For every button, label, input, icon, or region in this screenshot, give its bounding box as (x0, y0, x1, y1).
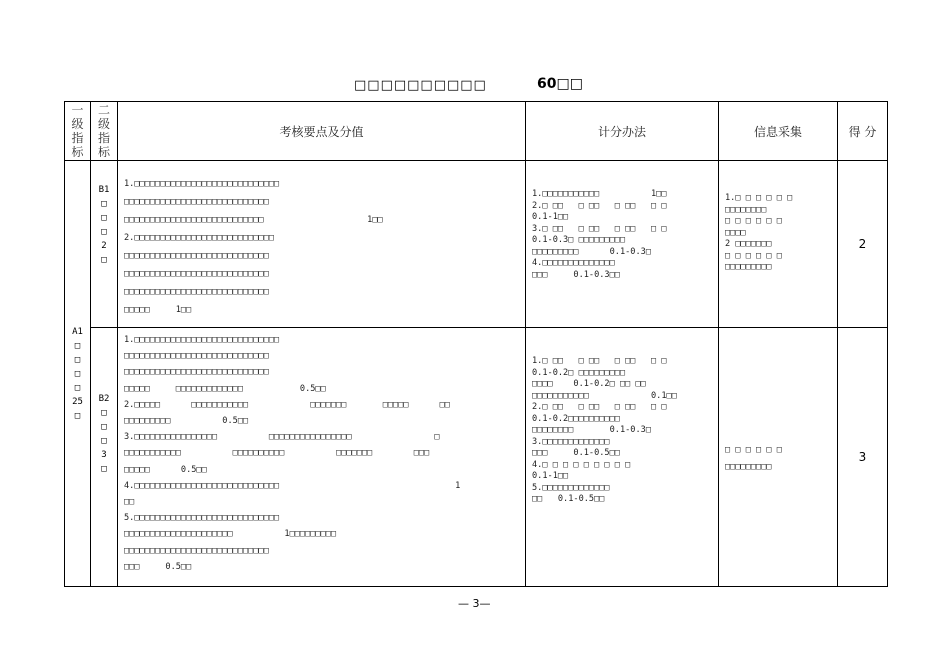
points-text: 1.□□□□□□□□□□□□□□□□□□□□□□□□□□□□ □□□□□□□□□□□□□□□□□□□□□□□□□□□□ □□□□□□□□□□□□□□□□□□□□□□□□□□□□ □□□□□ □□□□□□□□□□□□□ 0.5□□ 2.□□□□□ □□□□□□□□□□□ □□□□□□□ □□□□□ □□ □□□□□□□□□ 0.5□□ 3.□□□□□□□□□□□□□□□□ □□□□□□□□□□□□□□□□ □ □□□□□□□□□□□ □□□□□□□□□□ □□□□□□□ □□□ □□□□□ 0.5□□ 4.□□□□□□□□□□□□□□□□□□□□□□□□□□□□ 1 □□ 5.□□□□□□□□□□□□□□□□□□□□□□□□□□□□ □□□□□□□□□□□□□□□□□□□□□ 1□□□□□□□□□ □□□□□□□□□□□□□□□□□□□□□□□□□□□□ □□□ 0.5□□ (124, 335, 461, 572)
level2-label: B2 □ □ □ 3 □ (98, 394, 110, 474)
method-text: 1.□ □□ □ □□ □ □□ □ □ 0.1-0.2□ □□□□□□□□□ □□□□ 0.1-0.2□ □□ □□ □□□□□□□□□□□ 0.1□□ 2.□ □□ □ □□ □ □□ □ □ 0.1-0.2□□□□□□□□□□ □□□□□□□□ 0.1-0.3□ 3.□□□□□□□□□□□□□ □□□ 0.1-0.5□□ 4.□ □ □ □ □ □ □ □ □ 0.1-1□□ 5.□□□□□□□□□□□□□ □□ 0.1-0.5□□ (532, 356, 677, 504)
header-level2: 二级指标 (91, 102, 118, 161)
info-text: 1.□ □ □ □ □ □ □□□□□□□□ □ □ □ □ □ □ □□□□ 2 □□□□□□□ □ □ □ □ □ □ □□□□□□□□□ (725, 193, 793, 272)
header-score: 得 分 (838, 102, 888, 161)
level1-label: A1 □ □ □ □ 25 □ (72, 326, 83, 421)
points-cell (118, 328, 526, 587)
level2-label: B1 □ □ □ 2 □ (98, 185, 110, 265)
header-info: 信息采集 (719, 102, 838, 161)
header-method: 计分办法 (526, 102, 719, 161)
info-cell (719, 161, 838, 328)
header-row (65, 102, 888, 161)
method-text: 1.□□□□□□□□□□□ 1□□ 2.□ □□ □ □□ □ □□ □ □ 0.1-1□□ 3.□ □□ □ □□ □ □□ □ □ 0.1-0.3□ □□□□□□□□□ □□□□□□□□□ 0.1-0.3□ 4.□□□□□□□□□□□□□□ □□□ 0.1-0.3□□ (532, 189, 667, 280)
level1-cell (65, 161, 91, 587)
level2-cell (91, 161, 118, 328)
points-cell (118, 161, 526, 328)
method-cell (526, 328, 719, 587)
level2-cell (91, 328, 118, 587)
page-title-score: 60□□ (537, 76, 583, 92)
info-cell (719, 328, 838, 587)
table-row (65, 328, 888, 587)
points-text: 1.□□□□□□□□□□□□□□□□□□□□□□□□□□□□ □□□□□□□□□□□□□□□□□□□□□□□□□□□□ □□□□□□□□□□□□□□□□□□□□□□□□□□□ 1□□ 2.□□□□□□□□□□□□□□□□□□□□□□□□□□□ □□□□□□□□□□□□□□□□□□□□□□□□□□□□ □□□□□□□□□□□□□□□□□□□□□□□□□□□□ □□□□□□□□□□□□□□□□□□□□□□□□□□□□ □□□□□ 1□□ (124, 179, 383, 315)
page-title-text: □□□□□□□□□□ (354, 78, 487, 93)
method-cell (526, 161, 719, 328)
header-level1: 一级指标 (65, 102, 91, 161)
assessment-table (64, 101, 888, 587)
page-number: — 3— (458, 597, 491, 610)
info-text: □ □ □ □ □ □ □□□□□□□□□ (725, 445, 782, 472)
header-points: 考核要点及分值 (118, 102, 526, 161)
table-row (65, 161, 888, 328)
score-cell: 3 (838, 328, 888, 587)
score-cell: 2 (838, 161, 888, 328)
